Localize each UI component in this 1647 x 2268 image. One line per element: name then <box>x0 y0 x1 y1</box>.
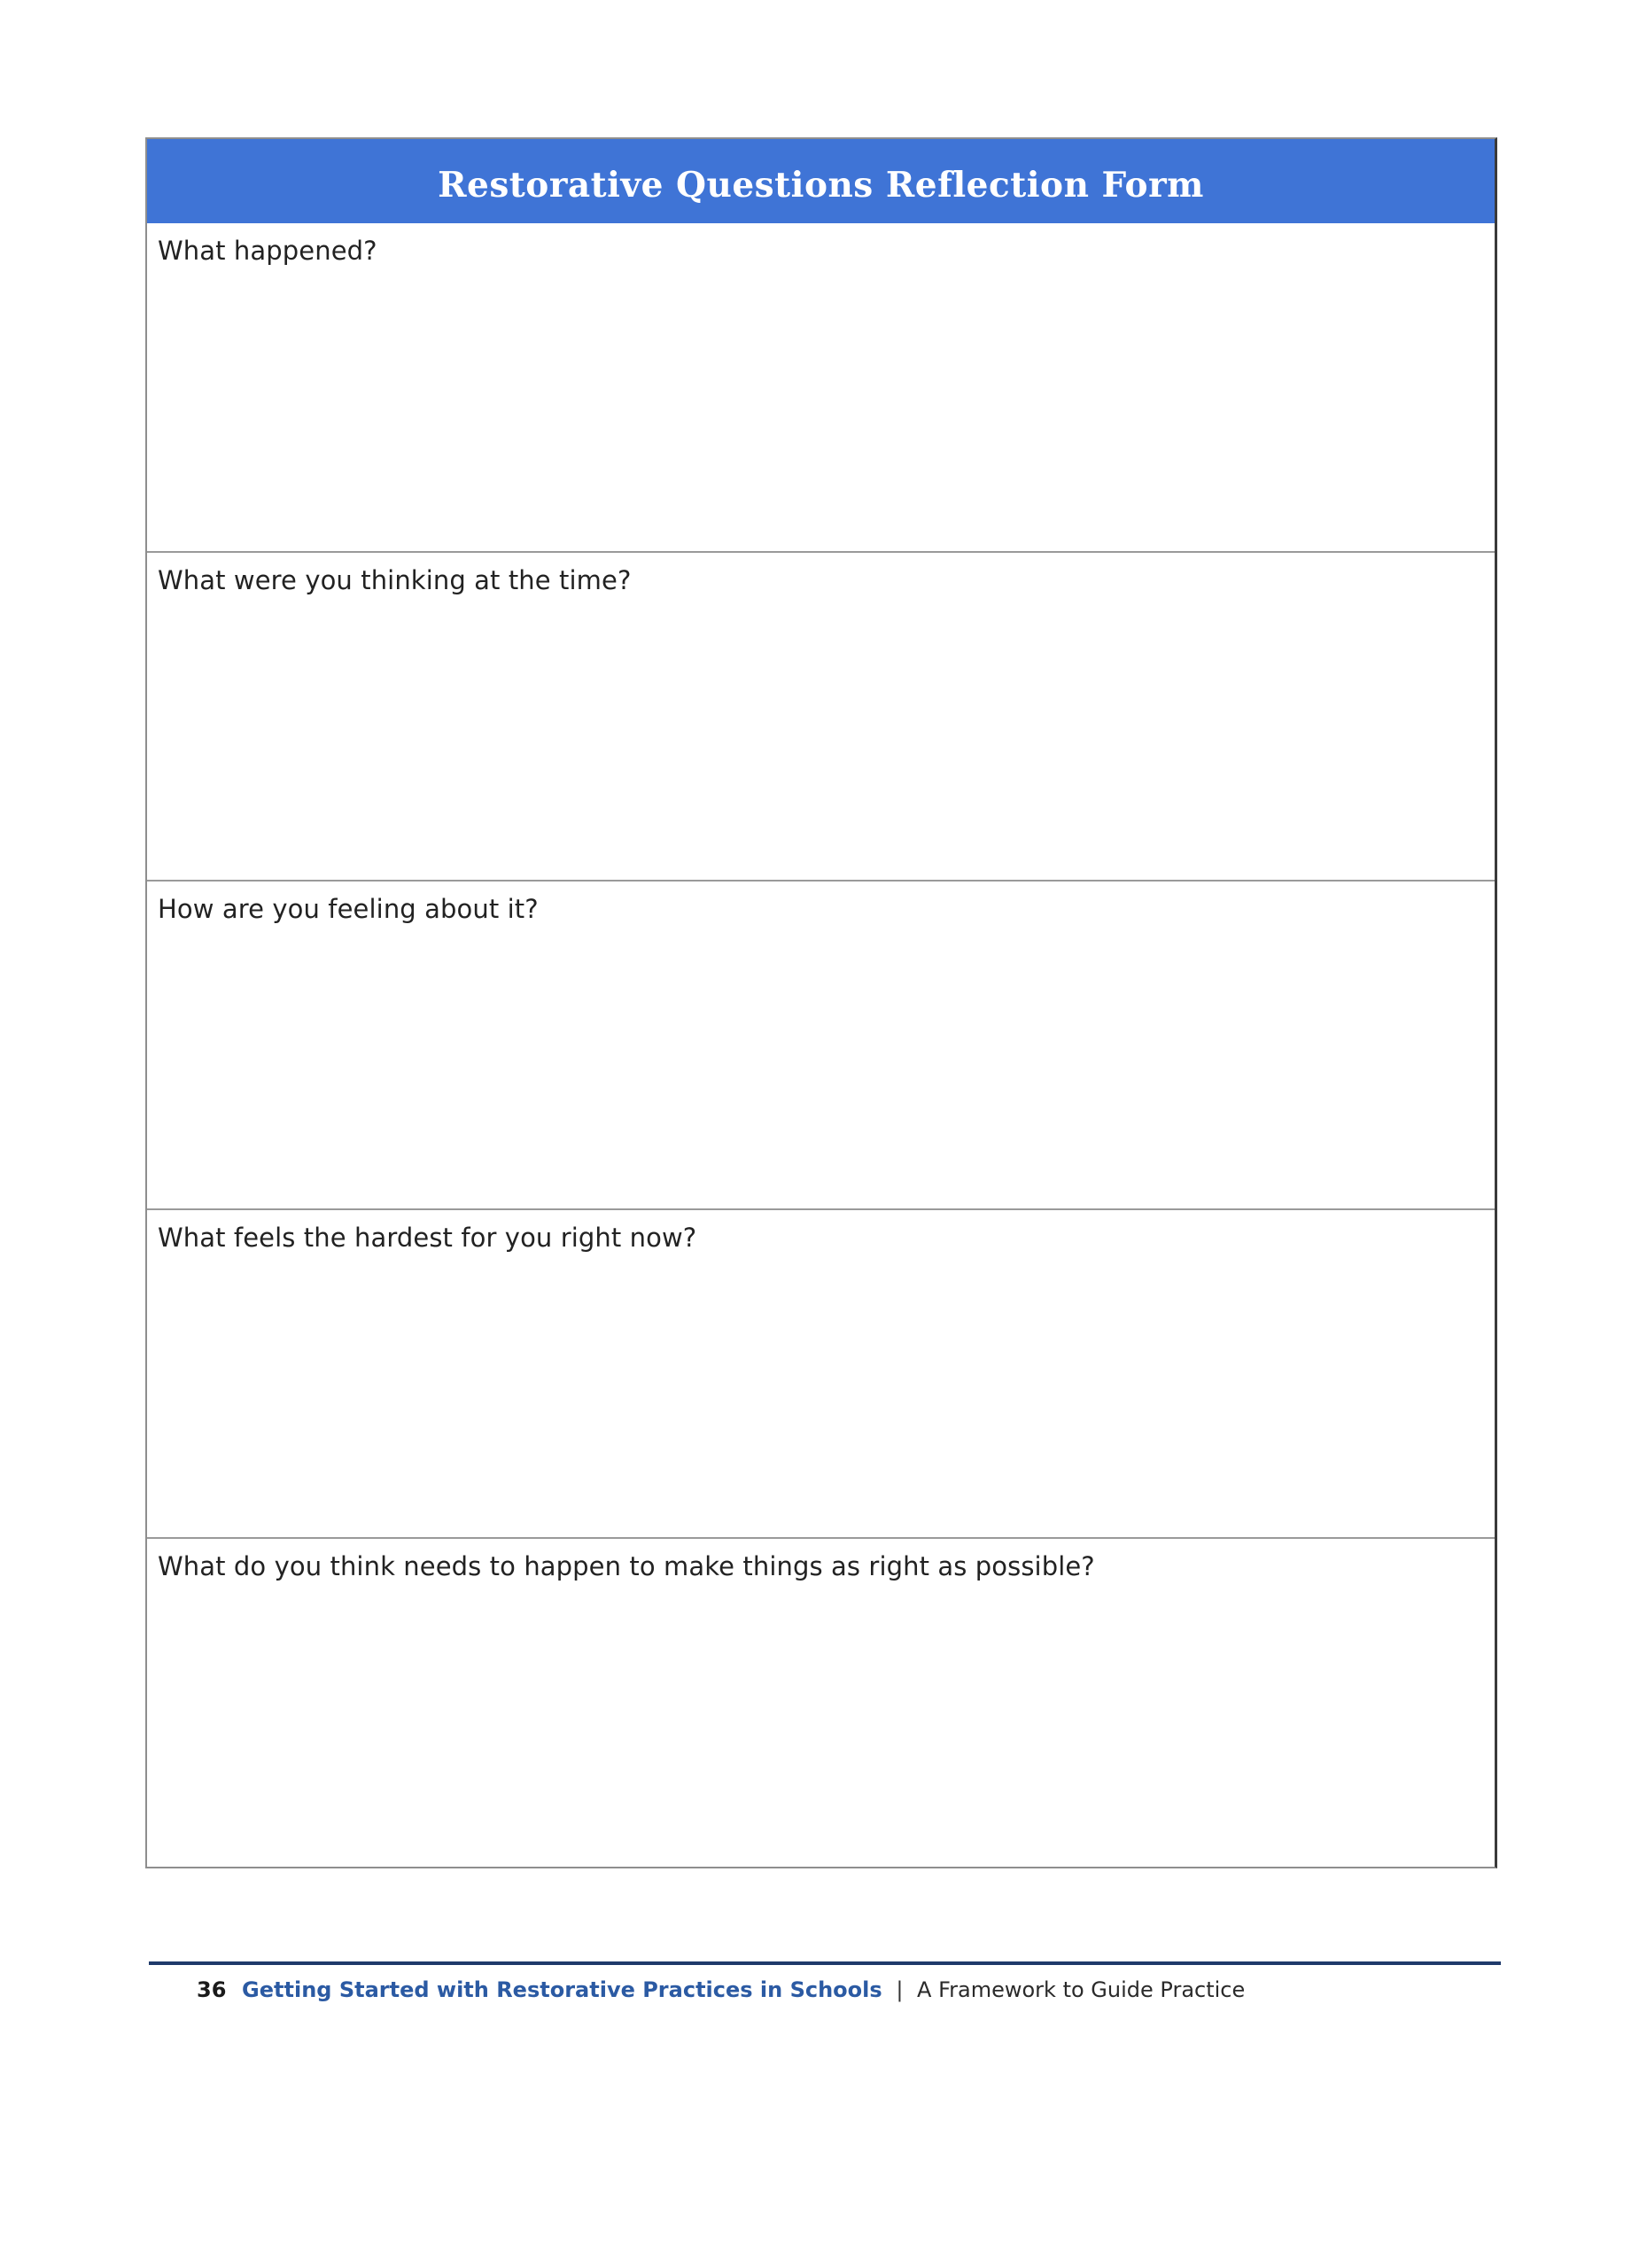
question-section-thinking <box>147 551 1495 880</box>
footer-separator: | <box>896 1977 904 2002</box>
form-title: Restorative Questions Reflection Form <box>438 164 1204 206</box>
answer-field-feeling[interactable] <box>158 929 1498 1199</box>
question-label: How are you feeling about it? <box>158 894 539 924</box>
question-label: What happened? <box>158 236 377 266</box>
question-section-what-happened <box>147 223 1495 551</box>
question-label: What do you think needs to happen to make things as right as possible? <box>158 1551 1095 1581</box>
book-subtitle: A Framework to Guide Practice <box>917 1977 1246 2002</box>
answer-field-thinking[interactable] <box>158 601 1498 870</box>
answer-field-what-happened[interactable] <box>158 271 1498 540</box>
book-title: Getting Started with Restorative Practices in Schools <box>242 1977 882 2002</box>
page-number: 36 <box>197 1977 227 2002</box>
question-label: What feels the hardest for you right now? <box>158 1223 697 1253</box>
page-footer <box>197 1977 1245 2002</box>
reflection-form <box>145 137 1497 1868</box>
form-header <box>147 139 1495 223</box>
answer-field-make-right[interactable] <box>158 1587 1498 1856</box>
answer-field-hardest[interactable] <box>158 1258 1498 1527</box>
question-section-hardest <box>147 1208 1495 1537</box>
question-label: What were you thinking at the time? <box>158 565 632 595</box>
footer-divider <box>149 1961 1501 1965</box>
question-section-make-right <box>147 1537 1495 1866</box>
question-section-feeling <box>147 880 1495 1208</box>
